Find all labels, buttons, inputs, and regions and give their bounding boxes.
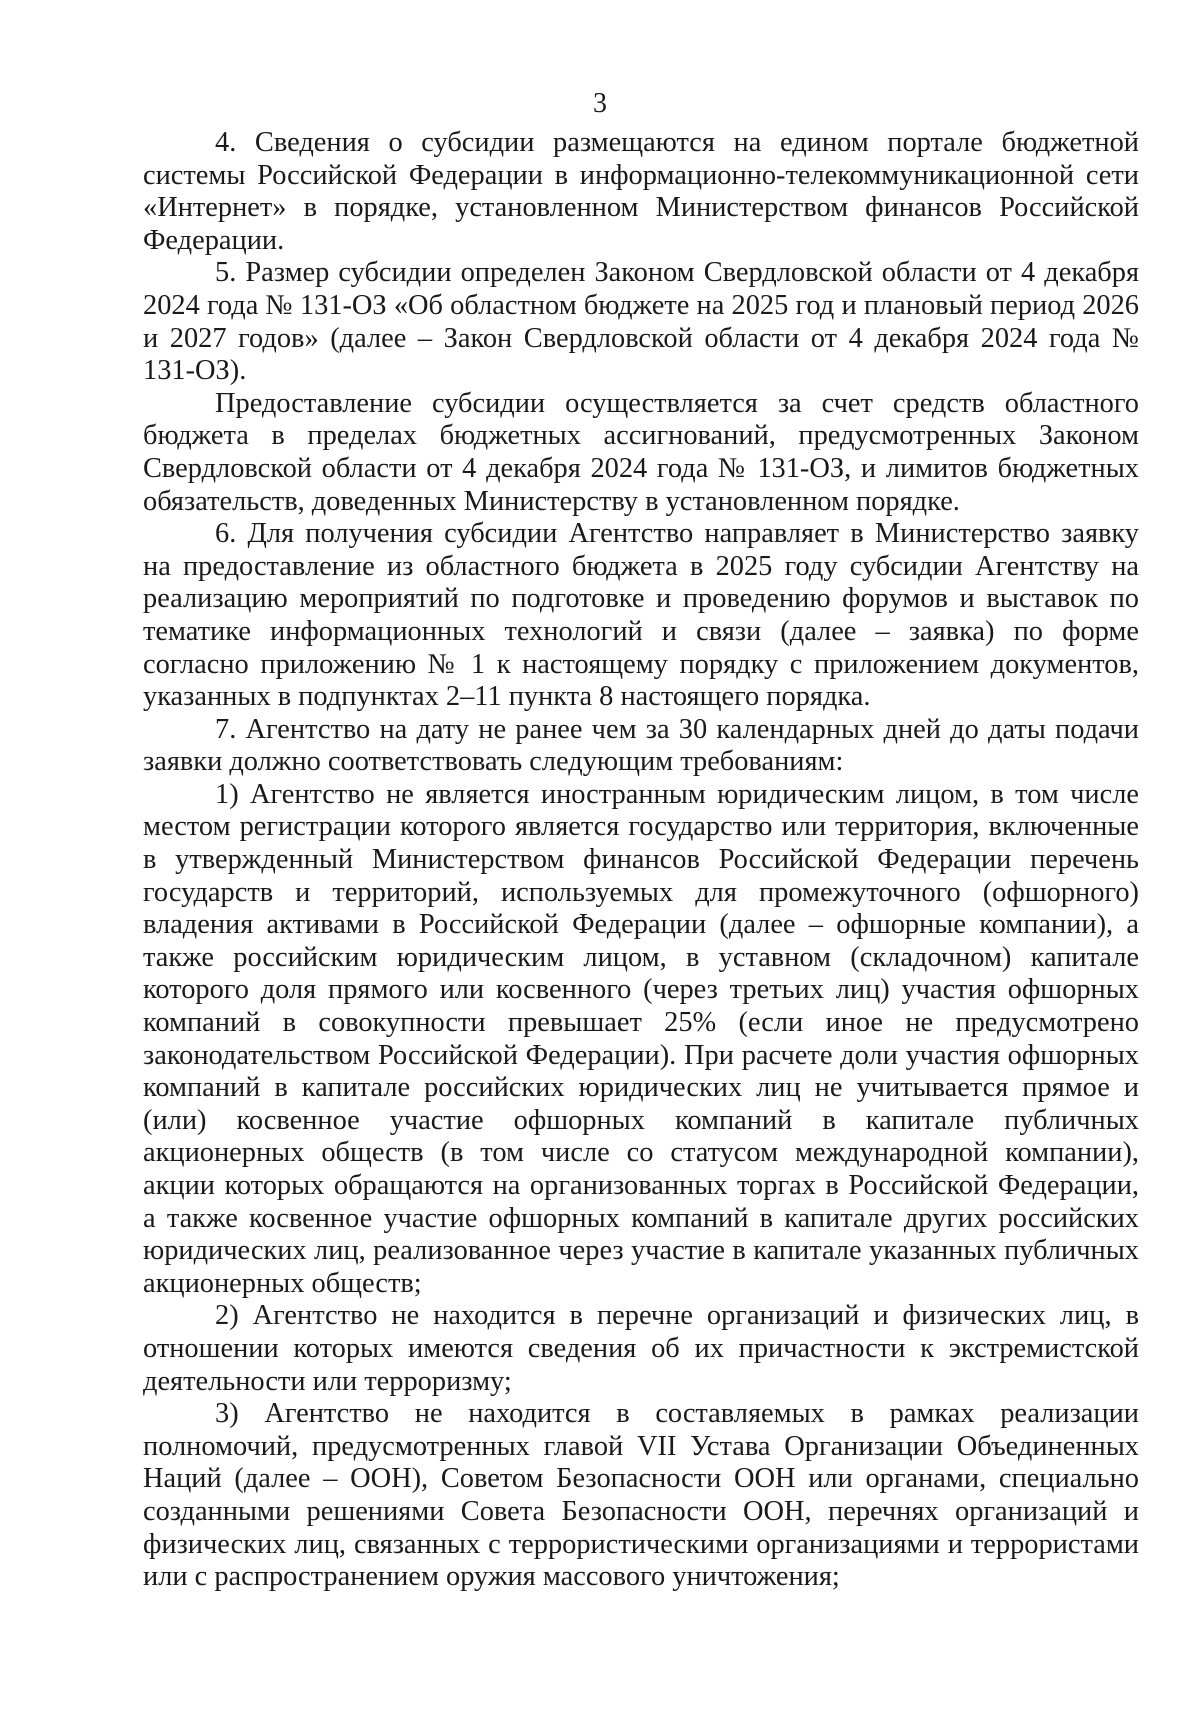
paragraph-item-5: 5. Размер субсидии определен Законом Свердловской области от 4 декабря 2024 года № 131-ОЗ «Об областном бюджете на 2025 год и плановый период 2026 и 2027 годов» (далее – Закон Свердловской области от 4 декабря 2024 года № 131-ОЗ). [143, 257, 1139, 387]
paragraph-subitem-3: 3) Агентство не находится в составляемых в рамках реализации полномочий, предусмотренных главой VII Устава Организации Объединенных Наций (далее – ООН), Советом Безопасности ООН или органами, специально созданными решениями Совета Безопасности ООН, перечнях организаций и физических лиц, связанных с террористическими организациями и террористами или с распространением оружия массового уничтожения; [143, 1398, 1139, 1593]
paragraph-subitem-2: 2) Агентство не находится в перечне организаций и физических лиц, в отношении которых имеются сведения об их причастности к экстремистской деятельности или терроризму; [143, 1300, 1139, 1397]
page-number: 3 [593, 88, 607, 119]
paragraph-item-6: 6. Для получения субсидии Агентство направляет в Министерство заявку на предоставление из областного бюджета в 2025 году субсидии Агентству на реализацию мероприятий по подготовке и проведению форумов и выставок по тематике информационных технологий и связи (далее – заявка) по форме согласно приложению № 1 к настоящему порядку с приложением документов, указанных в подпунктах 2–11 пункта 8 настоящего порядка. [143, 518, 1139, 713]
paragraph-subitem-1: 1) Агентство не является иностранным юридическим лицом, в том числе местом регистрации которого является государство или территория, включенные в утвержденный Министерством финансов Российской Федерации перечень государств и территорий, используемых для промежуточного (офшорного) владения активами в Российской Федерации (далее – офшорные компании), а также российским юридическим лицом, в уставном (складочном) капитале которого доля прямого или косвенного (через третьих лиц) участия офшорных компаний в совокупности превышает 25% (если иное не предусмотрено законодательством Российской Федерации). При расчете доли участия офшорных компаний в капитале российских юридических лиц не учитывается прямое и (или) косвенное участие офшорных компаний в капитале публичных акционерных обществ (в том числе со статусом международной компании), акции которых обращаются на организованных торгах в Российской Федерации, а также косвенное участие офшорных компаний в капитале других российских юридических лиц, реализованное через участие в капитале указанных публичных акционерных обществ; [143, 778, 1139, 1299]
document-body [143, 127, 1139, 1594]
paragraph-item-4: 4. Сведения о субсидии размещаются на едином портале бюджетной системы Российской Федерации в информационно-телекоммуникационной сети «Интернет» в порядке, установленном Министерством финансов Российской Федерации. [143, 127, 1139, 256]
paragraph-subsidy-provision: Предоставление субсидии осуществляется за счет средств областного бюджета в пределах бюджетных ассигнований, предусмотренных Законом Свердловской области от 4 декабря 2024 года № 131-ОЗ, и лимитов бюджетных обязательств, доведенных Министерству в установленном порядке. [143, 387, 1139, 517]
paragraph-item-7: 7. Агентство на дату не ранее чем за 30 календарных дней до даты подачи заявки должно соответствовать следующим требованиям: [143, 713, 1139, 778]
